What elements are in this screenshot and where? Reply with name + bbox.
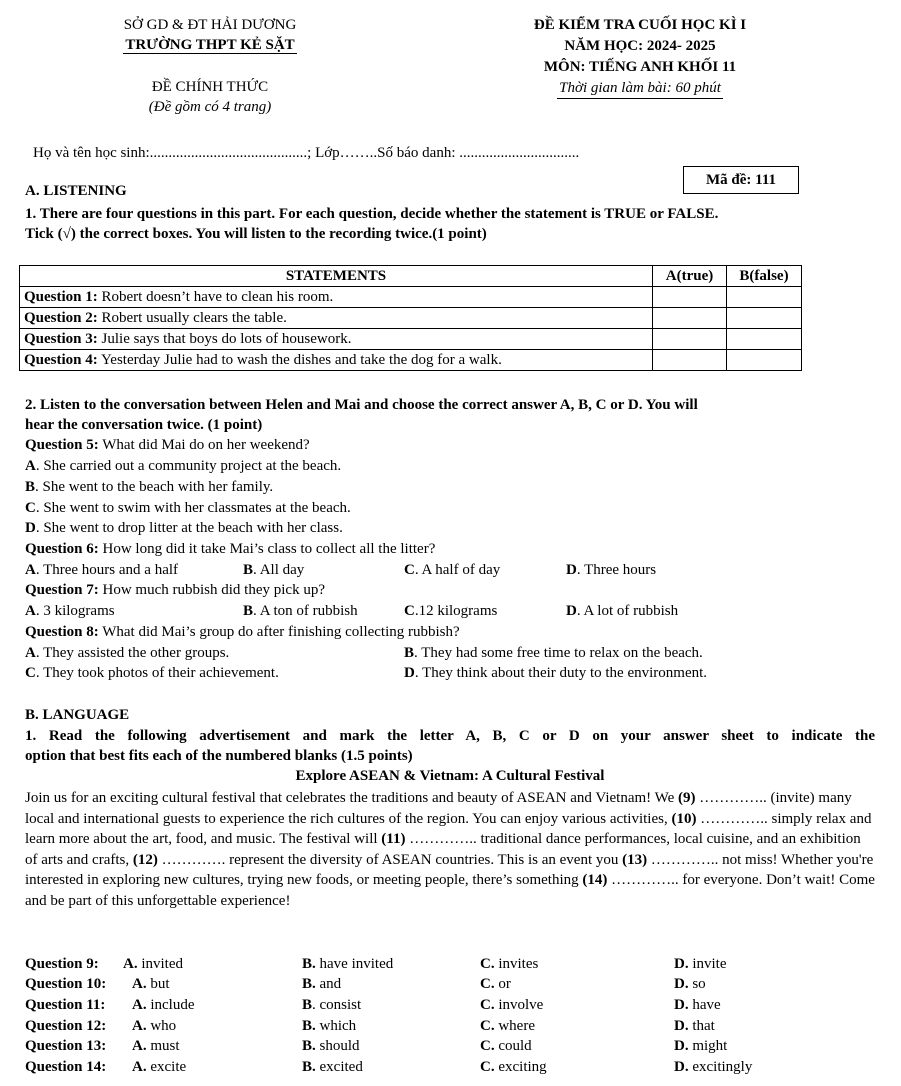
option-c[interactable]: C. exciting <box>480 1059 547 1075</box>
option-a[interactable]: A. who <box>132 1018 177 1034</box>
exam-code-box: Mã đề: 111 <box>683 166 799 194</box>
q7-option-b[interactable]: B. A ton of rubbish <box>243 603 358 619</box>
section-b-instruction-line1: 1. Read the following advertisement and mark the letter A, B, C or D on your answer sheet to indicate the <box>25 728 875 744</box>
section-b-instruction-line2: option that best fits each of the numbered blanks (1.5 points) <box>25 748 413 764</box>
exam-title: ĐỀ KIỂM TRA CUỐI HỌC KÌ I <box>533 17 747 33</box>
q8-option-c[interactable]: C. They took photos of their achievement. <box>25 665 279 681</box>
option-c[interactable]: C. where <box>480 1018 535 1034</box>
option-a[interactable]: A. include <box>132 997 195 1013</box>
option-d[interactable]: D. that <box>674 1018 715 1034</box>
part2-instruction-line2: hear the conversation twice. (1 point) <box>25 417 263 433</box>
option-d[interactable]: D. might <box>674 1038 728 1054</box>
option-b[interactable]: B. should <box>302 1038 360 1054</box>
advertisement-title: Explore ASEAN & Vietnam: A Cultural Festival <box>295 768 605 784</box>
option-c[interactable]: C. involve <box>480 997 544 1013</box>
option-b[interactable]: B. consist <box>302 997 362 1013</box>
statement-cell: Question 1: Robert doesn’t have to clean his room. <box>20 287 653 308</box>
q5-option-c[interactable]: C. She went to swim with her classmates at the beach. <box>25 500 351 516</box>
q7-option-a[interactable]: A. 3 kilograms <box>25 603 115 619</box>
question-13-row <box>25 1036 875 1056</box>
school-name: TRƯỜNG THPT KẺ SẶT <box>125 37 295 53</box>
school-department: SỞ GD & ĐT HẢI DƯƠNG <box>123 17 297 33</box>
question-9-row <box>25 954 875 974</box>
true-checkbox-cell[interactable] <box>653 329 727 350</box>
false-checkbox-cell[interactable] <box>727 287 802 308</box>
header-true: A(true) <box>653 266 727 287</box>
question-14-row <box>25 1057 875 1077</box>
advertisement-text: Join us for an exciting cultural festival that celebrates the traditions and beauty of ASEAN and Vietnam! We (9) ………….. (invite) many local and international guests to experience the rich cultures of the region. You can enjoy various activities, (10) ………….. simply relax and learn more about the art, food, and music. The festival will (11) ………….. traditional dance performances, local cuisine, and an exhibition of arts and crafts, (12) …………. represent the diversity of ASEAN countries. This is an event you (13) ………….. not miss! Whether you're interested in exploring new cultures, trying new foods, or meeting people, there’s something (14) ………….. for everyone. Don’t wait! Come and be part of this unforgettable experience! <box>25 790 875 909</box>
false-checkbox-cell[interactable] <box>727 329 802 350</box>
header-statements: STATEMENTS <box>20 266 653 287</box>
q6-option-d[interactable]: D. Three hours <box>566 562 657 578</box>
option-a[interactable]: A. must <box>132 1038 180 1054</box>
question-label: Question 10: <box>25 976 107 992</box>
question-11-row <box>25 995 875 1015</box>
student-info-line: Họ và tên học sinh:..........................................; Lớp……..Số báo danh: ................................ <box>33 145 580 161</box>
part1-instruction-line1: 1. There are four questions in this part. For each question, decide whether the statement is TRUE or FALSE. <box>25 206 719 222</box>
question-7: Question 7: How much rubbish did they pick up? <box>25 582 325 598</box>
option-a[interactable]: A. but <box>132 976 170 992</box>
q5-option-b[interactable]: B. She went to the beach with her family. <box>25 479 274 495</box>
option-d[interactable]: D. invite <box>674 956 727 972</box>
option-a[interactable]: A. invited <box>123 956 184 972</box>
question-label: Question 14: <box>25 1059 107 1075</box>
option-c[interactable]: C. or <box>480 976 511 992</box>
option-b[interactable]: B. have invited <box>302 956 394 972</box>
question-label: Question 12: <box>25 1018 107 1034</box>
question-label: Question 9: <box>25 956 99 972</box>
question-6: Question 6: How long did it take Mai’s class to collect all the litter? <box>25 541 436 557</box>
question-label: Question 11: <box>25 997 106 1013</box>
question-12-row <box>25 1016 875 1036</box>
question-label: Question 13: <box>25 1038 107 1054</box>
question-8: Question 8: What did Mai’s group do after finishing collecting rubbish? <box>25 624 460 640</box>
official-label: ĐỀ CHÍNH THỨC <box>151 79 269 95</box>
table-row <box>20 350 802 371</box>
table-row <box>20 287 802 308</box>
option-b[interactable]: B. and <box>302 976 342 992</box>
q6-option-a[interactable]: A. Three hours and a half <box>25 562 179 578</box>
true-checkbox-cell[interactable] <box>653 287 727 308</box>
option-b[interactable]: B. excited <box>302 1059 363 1075</box>
question-5: Question 5: What did Mai do on her weekend? <box>25 437 310 453</box>
option-c[interactable]: C. could <box>480 1038 532 1054</box>
false-checkbox-cell[interactable] <box>727 308 802 329</box>
statement-cell: Question 3: Julie says that boys do lots of housework. <box>20 329 653 350</box>
option-d[interactable]: D. excitingly <box>674 1059 753 1075</box>
q5-option-d[interactable]: D. She went to drop litter at the beach with her class. <box>25 520 343 536</box>
q8-option-d[interactable]: D. They think about their duty to the environment. <box>404 665 708 681</box>
q7-option-d[interactable]: D. A lot of rubbish <box>566 603 679 619</box>
statements-table <box>19 265 802 371</box>
option-d[interactable]: D. have <box>674 997 721 1013</box>
statement-cell: Question 2: Robert usually clears the table. <box>20 308 653 329</box>
page-count-note: (Đề gồm có 4 trang) <box>148 99 272 115</box>
section-b-title: B. LANGUAGE <box>25 707 130 723</box>
time-allowed: Thời gian làm bài: 60 phút <box>480 79 800 98</box>
false-checkbox-cell[interactable] <box>727 350 802 371</box>
true-checkbox-cell[interactable] <box>653 308 727 329</box>
school-year: NĂM HỌC: 2024- 2025 <box>564 38 716 54</box>
option-a[interactable]: A. excite <box>132 1059 187 1075</box>
q5-option-a[interactable]: A. She carried out a community project at the beach. <box>25 458 342 474</box>
table-row <box>20 329 802 350</box>
statement-cell: Question 4: Yesterday Julie had to wash the dishes and take the dog for a walk. <box>20 350 653 371</box>
table-row <box>20 308 802 329</box>
section-a-title: A. LISTENING <box>25 183 127 199</box>
option-b[interactable]: B. which <box>302 1018 357 1034</box>
option-c[interactable]: C. invites <box>480 956 539 972</box>
header-false: B(false) <box>727 266 802 287</box>
option-d[interactable]: D. so <box>674 976 706 992</box>
subject-line: MÔN: TIẾNG ANH KHỐI 11 <box>543 59 737 75</box>
question-10-row <box>25 974 875 994</box>
true-checkbox-cell[interactable] <box>653 350 727 371</box>
q8-option-a[interactable]: A. They assisted the other groups. <box>25 645 230 661</box>
part1-instruction-line2: Tick (√) the correct boxes. You will listen to the recording twice.(1 point) <box>25 226 487 242</box>
part2-instruction-line1: 2. Listen to the conversation between Helen and Mai and choose the correct answer A, B, C or D. You will <box>25 397 698 413</box>
q6-option-c[interactable]: C. A half of day <box>404 562 501 578</box>
q6-option-b[interactable]: B. All day <box>243 562 305 578</box>
table-header-row <box>20 266 802 287</box>
q8-option-b[interactable]: B. They had some free time to relax on the beach. <box>404 645 703 661</box>
q7-option-c[interactable]: C.12 kilograms <box>404 603 498 619</box>
